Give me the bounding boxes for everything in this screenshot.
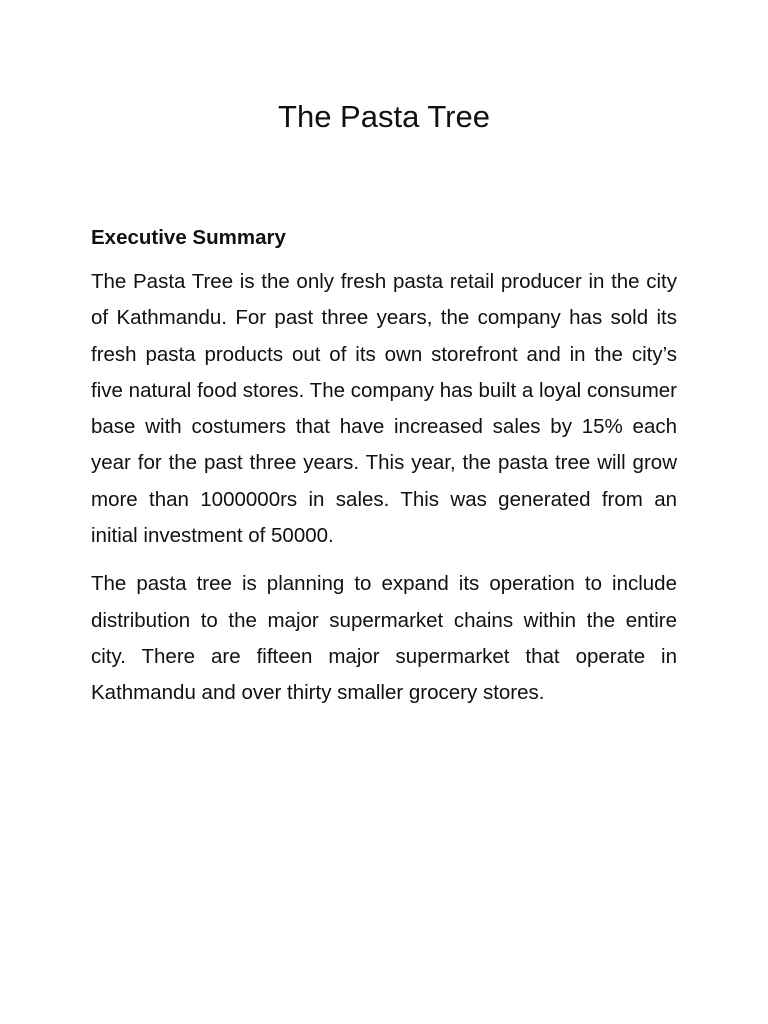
section-heading: Executive Summary [91,226,286,249]
summary-paragraph-1: The Pasta Tree is the only fresh pasta retail producer in the city of Kathmandu. For past three years, the company has sold its fresh pasta products out of its own storefront and in the city’s five natural food stores. The company has built a loyal consumer base with costumers that have increased sales by 15% each year for the past three years. This year, the pasta tree will grow more than 1000000rs in sales. This was generated from an initial investment of 50000. [91,270,677,548]
executive-summary-section [91,222,677,724]
summary-paragraph-2: The pasta tree is planning to expand its operation to include distribution to the major supermarket chains within the entire city. There are fifteen major supermarket that operate in Kathmandu and over thirty smaller grocery stores. [91,572,677,705]
document-title: The Pasta Tree [278,99,490,134]
